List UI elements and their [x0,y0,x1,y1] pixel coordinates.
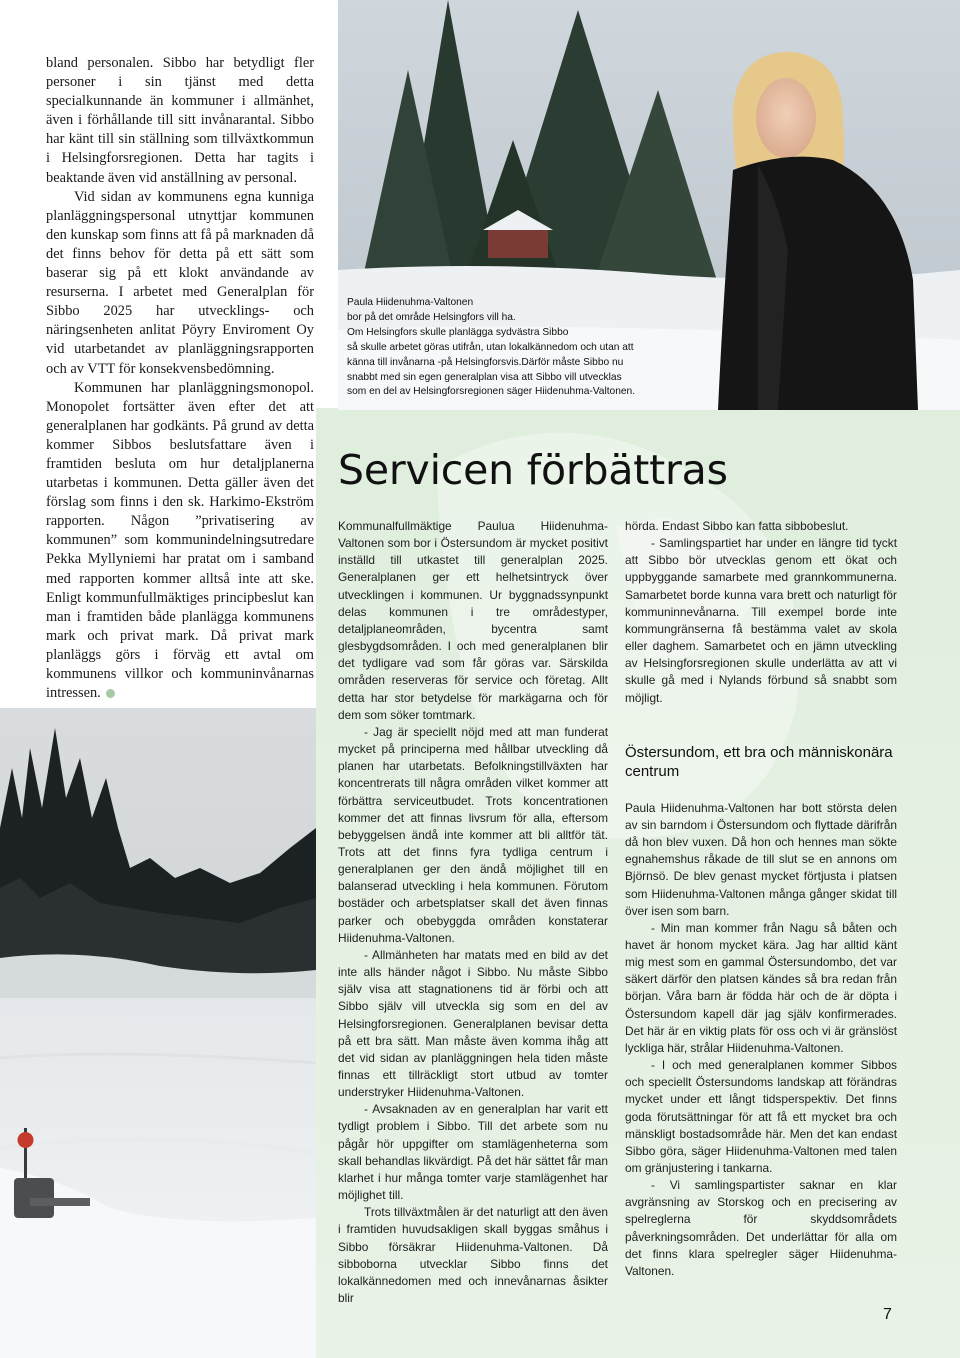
article-paragraph: - I och med generalplanen kommer Sibbos och speciellt Östersundoms landskap att förändras mycket under ett långt tidsperspektiv. Det finns goda förutsättningar för att få ett mycket bra och mänskligt bostadsområde här. Men det kan endast Sibbo göra, säger Hiidenuhma-Valtonen med talen om gränjustering i tankarna. [625,1058,897,1175]
article-headline: Servicen förbättras [338,446,728,494]
caption-line: bor på det område Helsingfors vill ha. [347,311,516,323]
page-number: 7 [883,1306,892,1323]
article-paragraph: - Vi samlingspartister saknar en klar avgränsning av Storskog och en precisering av spelreglerna för skyddsområdets påverkningsområden. Det underlättar för alla om det finns klara spelregler säger Hiidenuhma-Valtonen. [625,1178,897,1278]
article-paragraph: Trots tillväxtmålen är det naturligt att den även i framtiden huvudsakligen skall byggas småhus i Sibbo försäkrar Hiidenuhma-Valtonen. Då sibboborna utvecklar Sibbo finns det lokalkännedomen med och innevånarnas åsikter blir [338,1205,608,1306]
article-column-middle [338,518,608,1307]
winter-lake-photo [0,708,316,1358]
article-paragraph: - Allmänheten har matats med en bild av det inte alls händer något i Sibbo. Nu måste Sibbo själv visa att stagnationens tid är förbi och att Sibbo själv vill utveckla sig som en del av Helsingforsregionen. Generalplanen bevisar detta på ett bra sätt. Man måste även komma ihåg att det vid sidan av planläggningen hela tiden måste finnas ett tillräckligt stort utbud av tomter understryker Hiidenuhma-Valtonen. [338,947,608,1100]
caption-line: så skulle arbetet göras utifrån, utan lokalkännedom och utan att [347,341,634,353]
caption-line: känna till invånarna -på Helsingforsvis.Därför måste Sibbo nu [347,356,624,368]
left-paragraph-2: Vid sidan av kommunens egna kunniga planläggningspersonal utnyttjar kommunen den kunskap som finns att få på marknaden då det finns behov för detta på ett sätt som baserar sig på ett klokt användande av resurserna. I arbetet med Generalplan för Sibbo 2025 har utvecklings- och näringsenheten anlitat Pöyry Enviroment Oy vid utarbetandet av planläggningsrapporten och av VTT för konsekvensbedömning. [46,188,314,377]
article-paragraph: - Jag är speciellt nöjd med att man funderat mycket på principerna med hållbar utveckling då planen har utarbetats. Befolkningstillväxten har koncentrerats till några områden vilket kommer att förbättra serviceutbudet. Trots koncentrationen kommer det att finnas livsrum för alla, eftersom bebyggelsen ändå inte kommer att bli alltför tät. Trots att det finns fyra tydliga centrum i generalplanen ger den ändå möjlighet till en balanserad utveckling i hela kommunen. Förutom bostäder och arbetsplatser skall det även finnas parker och obebyggda områden konstaterar Hiidenuhma-Valtonen. [338,724,608,945]
article-paragraph: Kommunalfullmäktige Paulua Hiidenuhma-Valtonen som bor i Östersundom är mycket positivt inställd till utkastet till generalplan 2025. Generalplanen ger ett helhetsintryck över utvecklingen i kommunen. Ur byggnadssynpunkt delas kommunen i tre områdestyper, detaljplaneområden, bycentra samt glesbygdsområden. I och med generalplanen blir det tydligare vad som får göras var. Särskilda områden reserveras för service och företag. Allt detta har stor betydelse för markägarna och för dem som söker tomtmark. [338,519,608,722]
caption-line: som en del av Helsingforsregionen säger Hiidenuhma-Valtonen. [347,386,636,398]
left-paragraph-1: bland personalen. Sibbo har betydligt fler personer i sin tjänst med detta specialkunnande än kommuner i allmänhet, även i förhållande till sitt invånarantal. Sibbo har känt till sin ställning som tillväxtkommun i Helsingforsregionen. Detta har tagits i beaktande även vid anställning av personal. [46,55,314,186]
article-paragraph: - Min man kommer från Nagu så båten och havet är honom mycket kära. Jag har alltid känt mig mest som en gammal Östersundombo, det var säkert därför den platsen kändes så bra redan från början. Våra barn är födda här och de är döpta i Östersundom kapell där jag själv konfirmerades. Det här är en viktig plats för oss och vi är gränslöst lyckliga här, strålar Hiidenuhma-Valtonen. [625,920,897,1055]
winter-lake-photo-illustration [0,708,316,1358]
article-paragraph: Paula Hiidenuhma-Valtonen har bott största delen av sin barndom i Östersundom och flyttade därifrån då hon blev vuxen. Då hon och hennes man sökte egnahemshus råkade de till slut se en annons om Björnsö. De blev genast mycket förtjusta i platsen som Hiidenuhma-Valtonen många gånger skidat till över isen som barn. [625,800,897,918]
end-of-article-marker-icon [106,689,115,698]
left-column-text [46,54,314,703]
article-paragraph: - Avsaknaden av en generalplan har varit ett tydligt problem i Sibbo. Till det arbete som nu pågår hör uppgifter om stamlägenheterna som skall behandlas likvärdigt. På det här sättet får man klarhet i hur många tomter varje stamlägenhet har möjlighet till. [338,1102,608,1203]
article-paragraph: hörda. Endast Sibbo kan fatta sibbobeslut. [625,519,849,533]
article-subheading: Östersundom, ett bra och människonära centrum [625,743,893,780]
article-paragraph: - Samlingspartiet har under en längre tid tyckt att Sibbo bör utvecklas genom ett ökat och uppbyggande samarbete med grannkommunerna. Samarbetet borde kunna vara brett och naturligt för kommuninnevånarna. Till exempel borde inte kommungränserna få bestämma valet av skola eller daghem. Samarbetet och en jämn utveckling av Helsingforsregionen skulle underlätta av att vi skulle gå med i Nylands förbund så snabbt som möjligt. [625,536,897,705]
photo-caption [347,296,687,400]
caption-line: Paula Hiidenuhma-Valtonen [347,297,474,308]
caption-line: Om Helsingfors skulle planlägga sydvästra Sibbo [347,326,569,338]
caption-line: snabbt med sin egen generalplan visa att Sibbo vill utvecklas [347,371,622,383]
article-column-right [625,518,897,1280]
left-paragraph-3: Kommunen har planläggningsmonopol. Monopolet fortsätter även efter det att generalplanen har godkänts. På grund av detta kommer Sibbos beslutsfattare även i framtiden besluta om hur detaljplanerna utarbetas i kommunen. Detta gäller även det förslag som finns i den sk. Harkimo-Ekström rapporten. Någon ”privatisering av kommunen” som kommunindelningsutredare Pekka Myllyniemi har pratat om i samband med rapporten kommer alltså inte att ske. Enligt kommunfullmäktiges principbeslut kan man i framtiden både planlägga kommunens mark och privat mark. Då privat mark planläggs görs i förväg ett avtal om kommunens villkor och kommuninvånarnas intressen. [46,379,314,702]
